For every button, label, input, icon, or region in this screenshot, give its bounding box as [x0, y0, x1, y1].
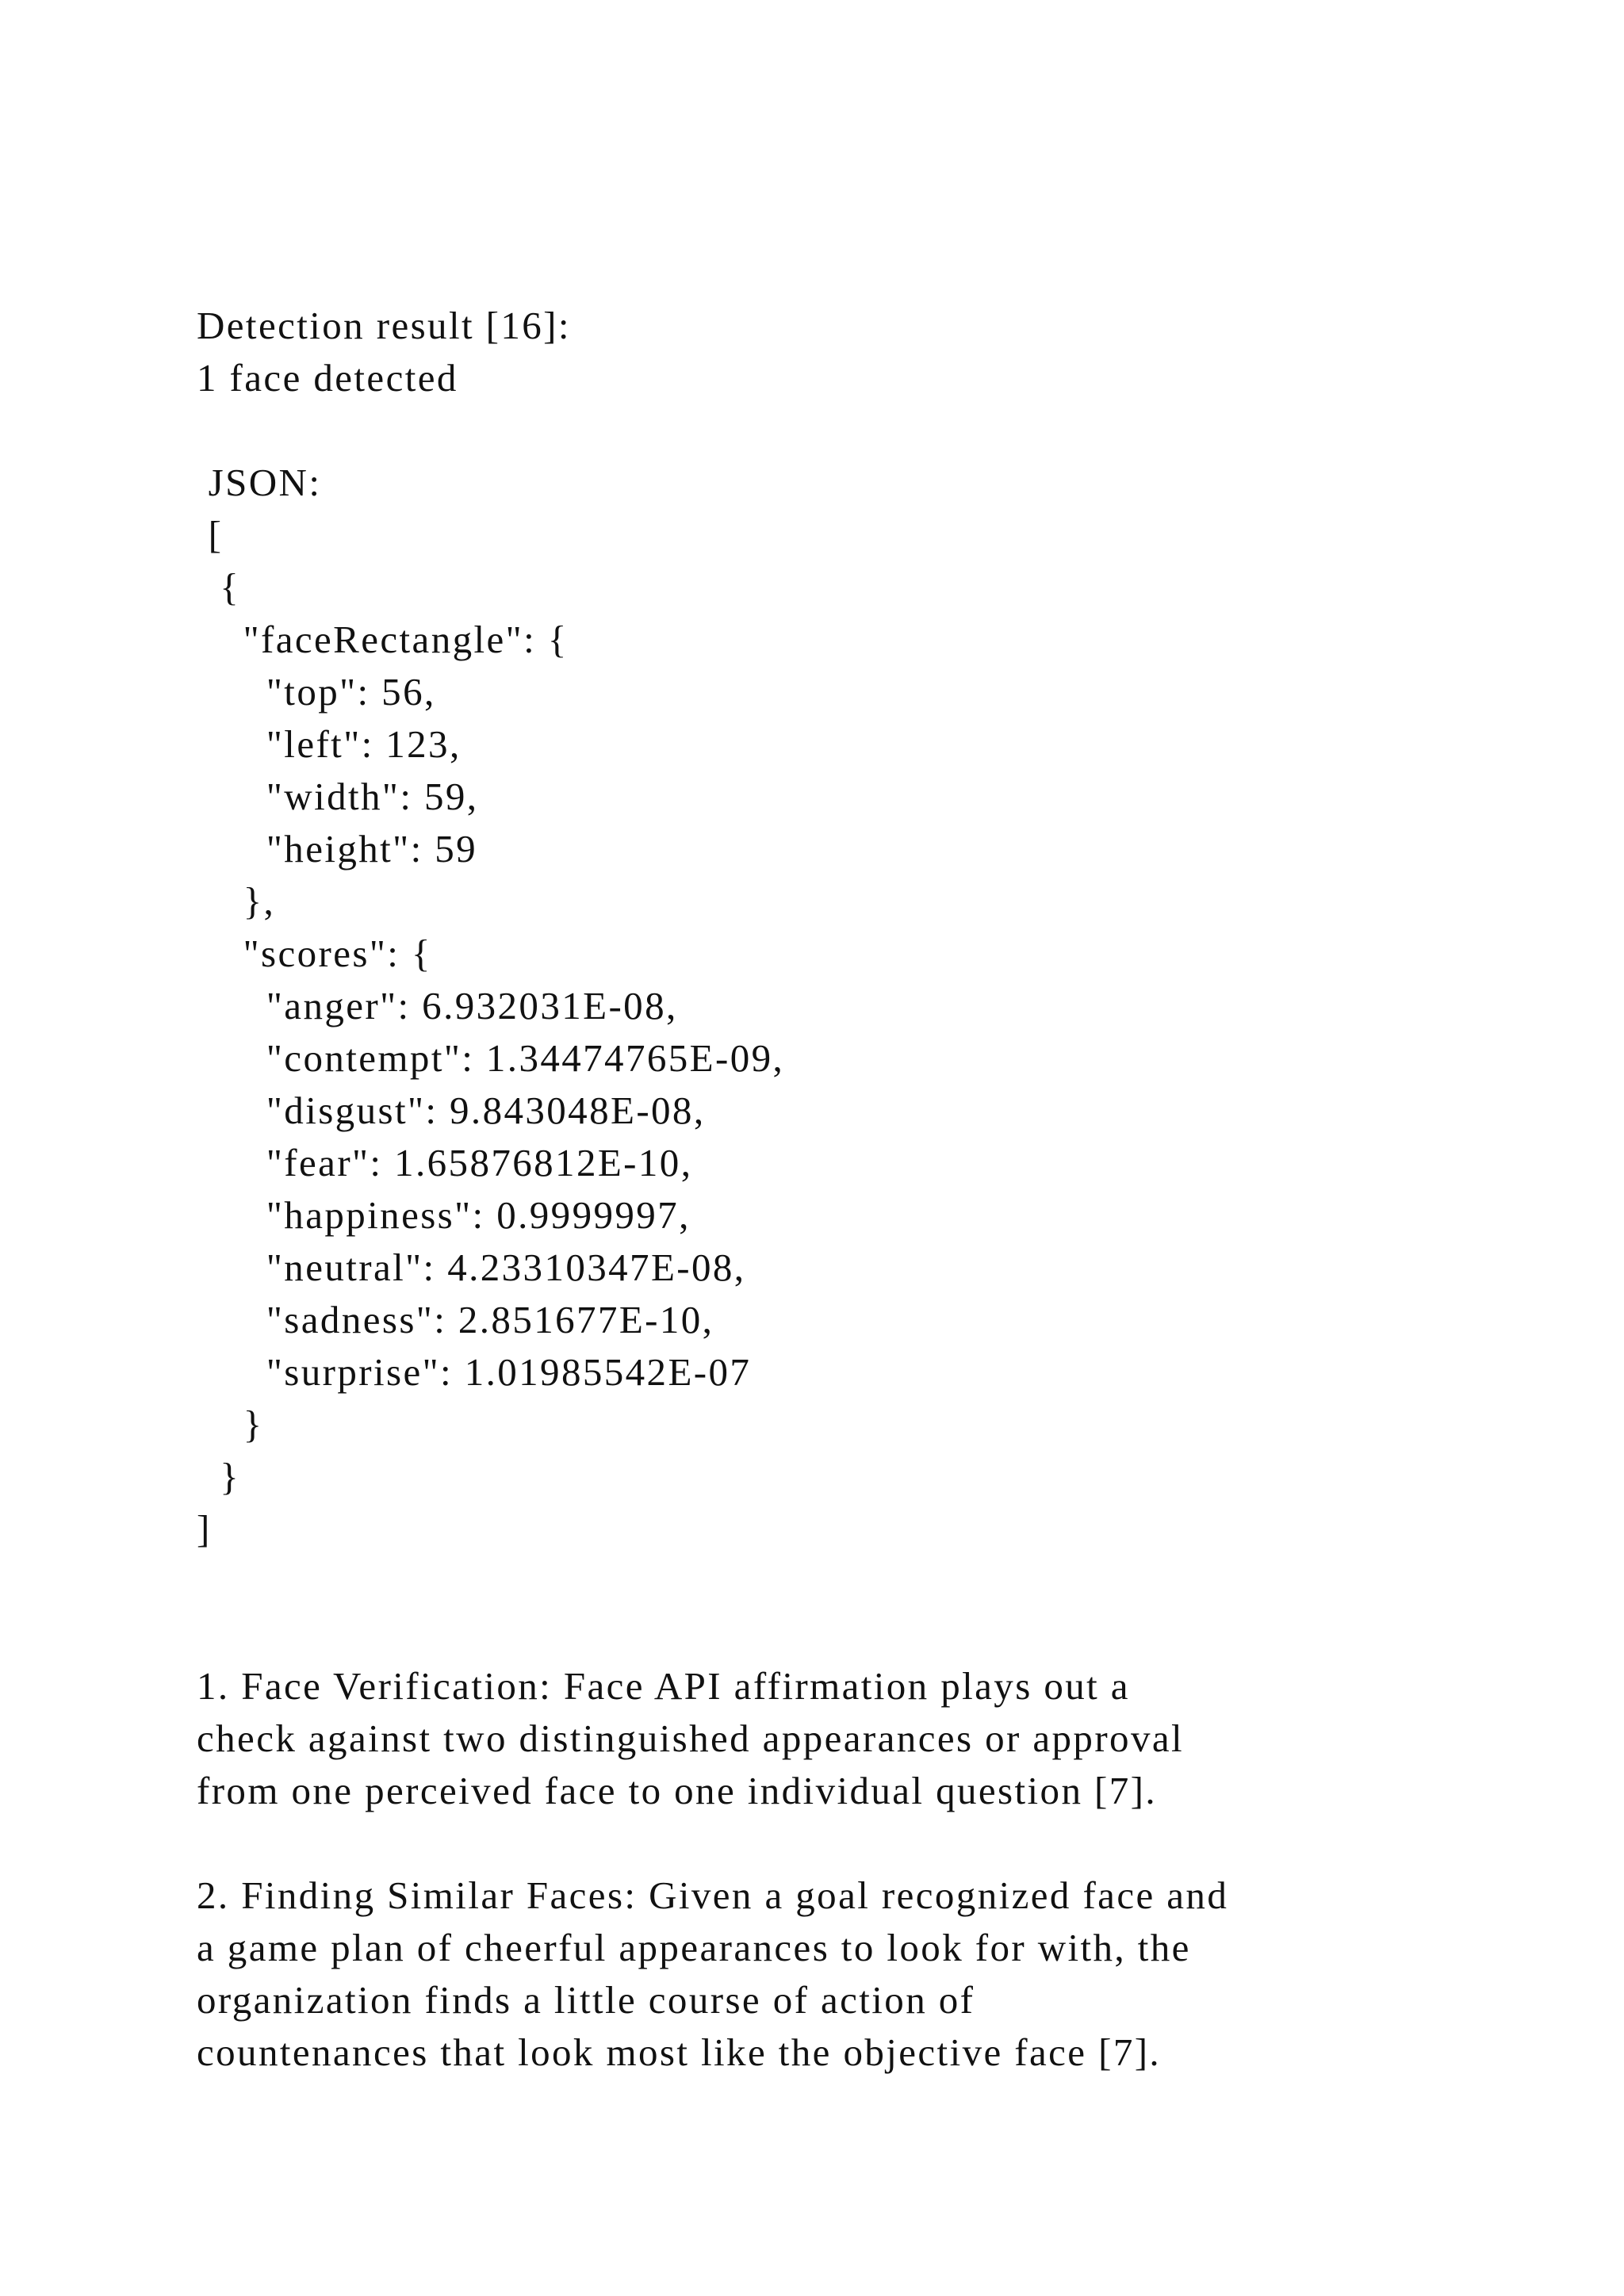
detection-result-heading: Detection result [16]:: [197, 304, 571, 347]
json-line: "disgust": 9.843048E-08,: [197, 1089, 706, 1132]
face-verification-paragraph: from one perceived face to one individual question [7].: [197, 1769, 1157, 1812]
similar-faces-paragraph: countenances that look most like the objective face [7].: [197, 2030, 1162, 2074]
json-line: [: [197, 513, 224, 557]
similar-faces-paragraph: a game plan of cheerful appearances to look for with, the: [197, 1926, 1191, 1969]
json-line: "neutral": 4.23310347E-08,: [197, 1246, 746, 1289]
face-verification-paragraph: 1. Face Verification: Face API affirmation plays out a: [197, 1664, 1130, 1708]
json-line: },: [197, 879, 276, 923]
json-line: "fear": 1.65876812E-10,: [197, 1141, 693, 1184]
json-label: JSON:: [197, 461, 322, 504]
json-line: "top": 56,: [197, 670, 436, 714]
json-line: }: [197, 1455, 241, 1498]
similar-faces-paragraph: organization finds a little course of action of: [197, 1978, 975, 2022]
json-line: "sadness": 2.851677E-10,: [197, 1298, 714, 1341]
json-line: "happiness": 0.9999997,: [197, 1193, 691, 1237]
similar-faces-paragraph: 2. Finding Similar Faces: Given a goal recognized face and: [197, 1873, 1229, 1917]
json-line: "width": 59,: [197, 775, 479, 818]
json-line: "scores": {: [197, 932, 432, 975]
json-line: ]: [197, 1507, 212, 1551]
faces-detected-count: 1 face detected: [197, 356, 458, 400]
json-line: "left": 123,: [197, 722, 462, 766]
json-line: "surprise": 1.01985542E-07: [197, 1350, 752, 1394]
json-line: "faceRectangle": {: [197, 618, 569, 661]
json-line: "contempt": 1.34474765E-09,: [197, 1036, 785, 1080]
json-line: }: [197, 1402, 264, 1446]
face-verification-paragraph: check against two distinguished appearances or approval: [197, 1716, 1185, 1760]
json-line: {: [197, 565, 241, 609]
json-line: "height": 59: [197, 827, 478, 871]
json-line: "anger": 6.932031E-08,: [197, 984, 678, 1027]
